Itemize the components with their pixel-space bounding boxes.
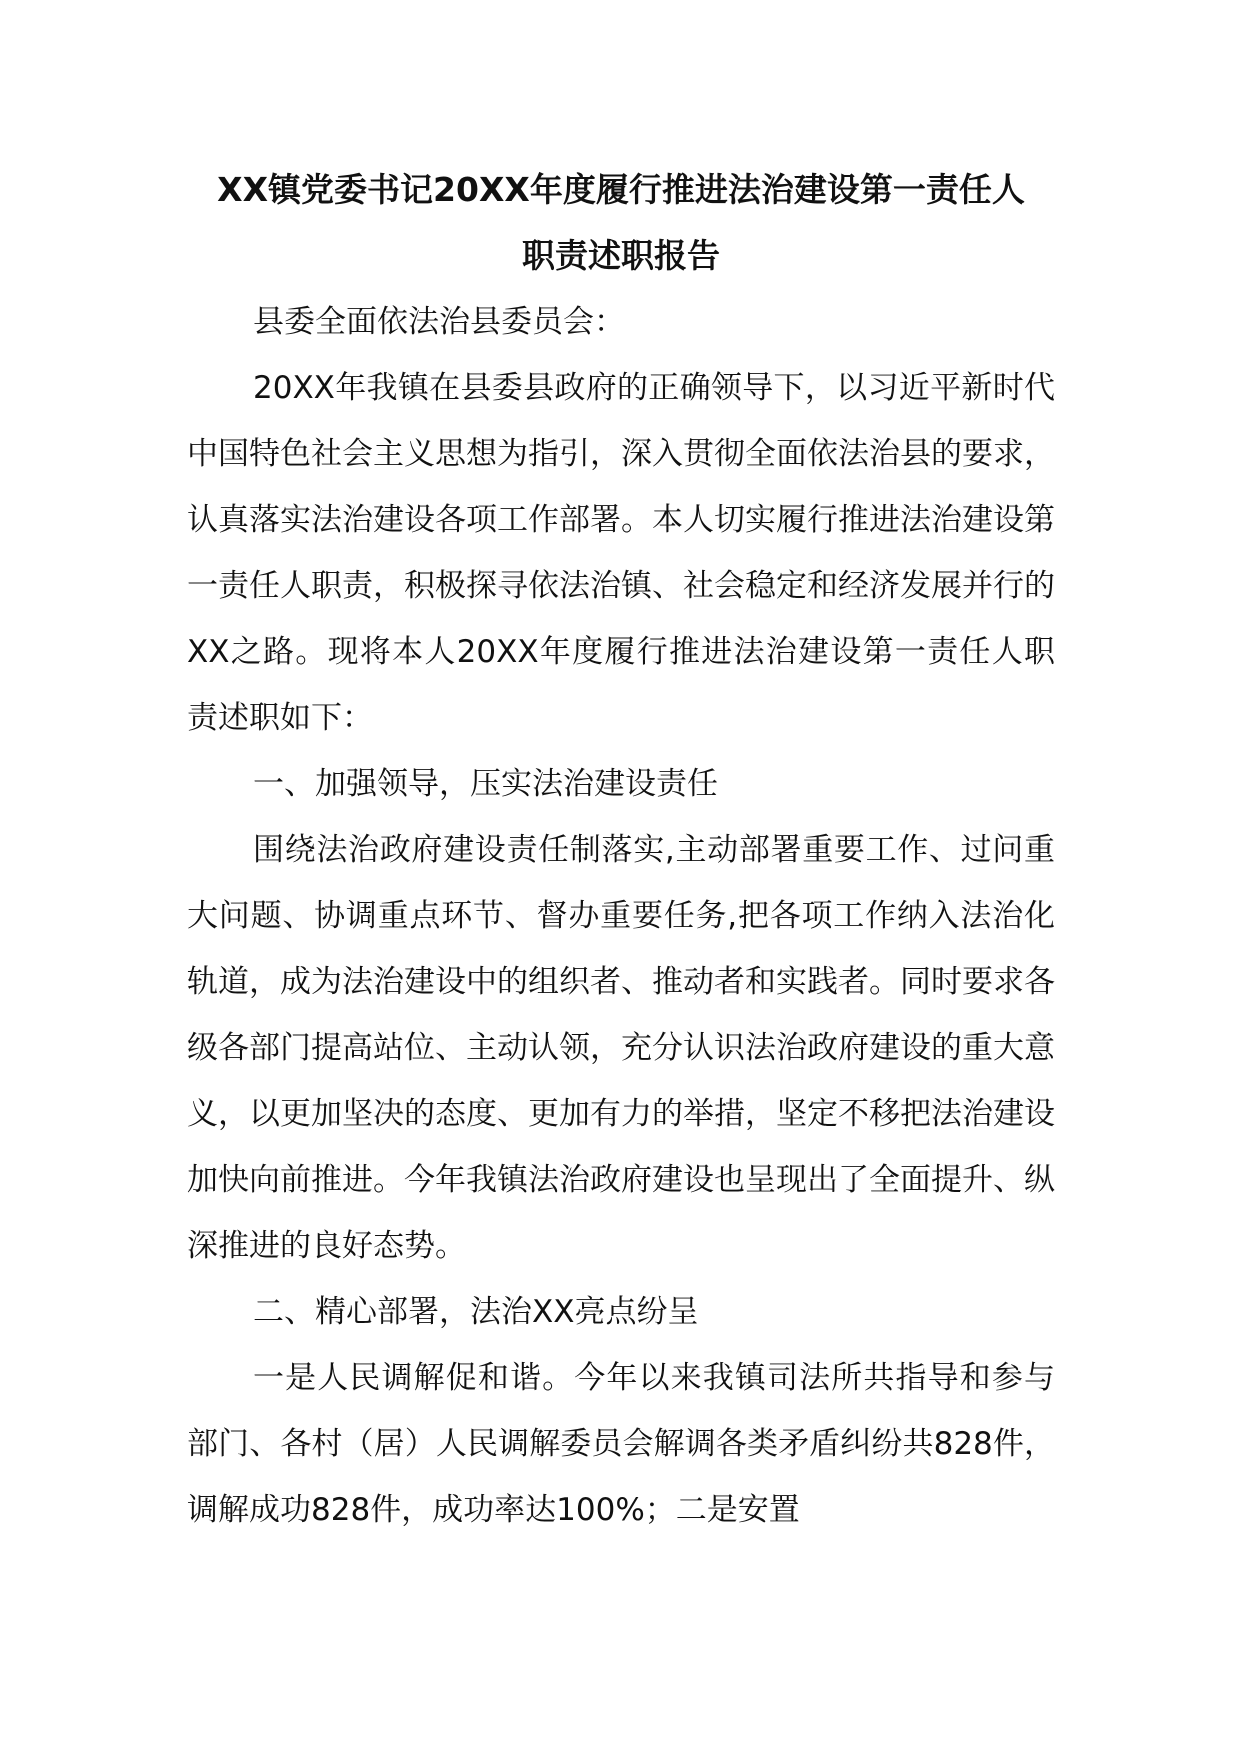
section-heading-1: 一、加强领导，压实法治建设责任 (253, 766, 718, 802)
paragraph-section-2: 一是人民调解促和谐。今年以来我镇司法所共指导和参与部门、各村（居）人民调解委员会解调各类矛盾纠纷共828件，调解成功828件，成功率达100%；二是安置 (187, 1360, 1055, 1528)
report-title-line-2: 职责述职报告 (522, 236, 720, 275)
paragraph-section-1: 围绕法治政府建设责任制落实,主动部署重要工作、过问重大问题、协调重点环节、督办重要任务,把各项工作纳入法治化轨道，成为法治建设中的组织者、推动者和实践者。同时要求各级各部门提高站位、主动认领，充分认识法治政府建设的重大意义，以更加坚决的态度、更加有力的举措，坚定不移把法治建设加快向前推进。今年我镇法治政府建设也呈现出了全面提升、纵深推进的良好态势。 (187, 832, 1055, 1264)
paragraph-intro: 20XX年我镇在县委县政府的正确领导下，以习近平新时代中国特色社会主义思想为指引，深入贯彻全面依法治县的要求，认真落实法治建设各项工作部署。本人切实履行推进法治建设第一责任人职责，积极探寻依法治镇、社会稳定和经济发展并行的XX之路。现将本人20XX年度履行推进法治建设第一责任人职责述职如下： (187, 370, 1055, 736)
document-body (187, 157, 1055, 1543)
section-heading-2: 二、精心部署，法治XX亮点纷呈 (253, 1294, 699, 1330)
report-title-line-1: XX镇党委书记20XX年度履行推进法治建设第一责任人 (217, 170, 1025, 209)
salutation: 县委全面依法治县委员会： (253, 304, 625, 340)
